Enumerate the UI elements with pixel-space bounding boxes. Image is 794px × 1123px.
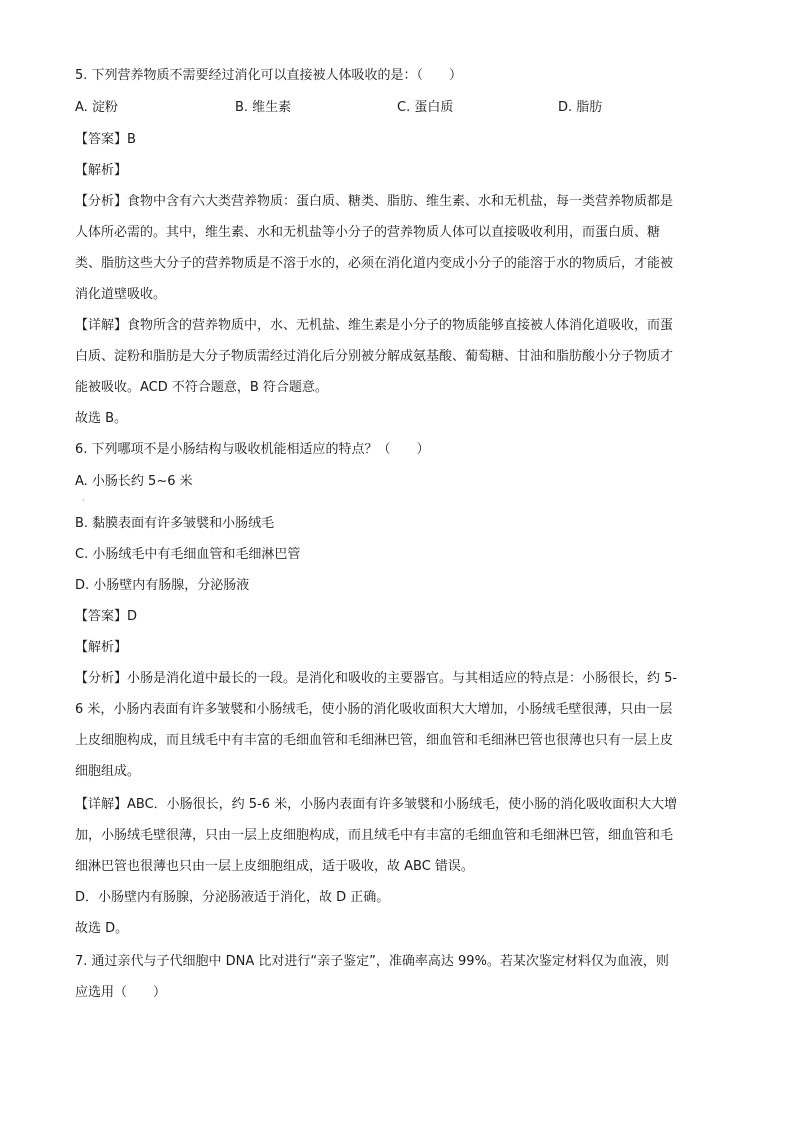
q7-stem-line-2: 应选用（ ） [75,985,167,1000]
q6-option-d: D. 小肠壁内有肠腺，分泌肠液 [75,578,250,593]
q6-fenxi-line-1: 【分析】小肠是消化道中最长的一段。是消化和吸收的主要器官。与其相适应的特点是：小肠很长，约 5- [75,671,678,686]
q6-xiangjie-line-4: D．小肠壁内有肠腺，分泌肠液适于消化，故 D 正确。 [75,890,390,905]
q5-stem: 5. 下列营养物质不需要经过消化可以直接被人体吸收的是：（ ） [75,68,463,83]
q5-xiangjie-line-2: 白质、淀粉和脂肪是大分子物质需经过消化后分别被分解成氨基酸、葡萄糖、甘油和脂肪酸小分子物质才 [75,349,674,364]
q6-conclusion: 故选 D。 [75,921,129,936]
q5-fenxi-line-1: 【分析】食物中含有六大类营养物质：蛋白质、糖类、脂肪、维生素、水和无机盐，每一类营养物质都是 [75,194,674,209]
q6-xiangjie-line-3: 细淋巴管也很薄也只由一层上皮细胞组成，适于吸收，故 ABC 错误。 [75,859,474,874]
q5-xiangjie-line-3: 能被吸收。ACD 不符合题意，B 符合题意。 [75,380,328,395]
q5-fenxi-line-4: 消化道壁吸收。 [75,287,167,302]
q6-analysis-title: 【解析】 [75,640,128,655]
q5-fenxi-line-3: 类、脂肪这些大分子的营养物质是不溶于水的，必须在消化道内变成小分子的能溶于水的物质后，才能被 [75,256,674,271]
q6-option-a: A. 小肠长约 5~6 米 [75,474,193,489]
q6-xiangjie-line-2: 加，小肠绒毛壁很薄，只由一层上皮细胞构成，而且绒毛中有丰富的毛细血管和毛细淋巴管，细血管和毛 [75,828,674,843]
q6-option-c: C. 小肠绒毛中有毛细血管和毛细淋巴管 [75,547,301,562]
q5-fenxi-line-2: 人体所必需的。其中，维生素、水和无机盐等小分子的营养物质人体可以直接吸收利用，而蛋白质、糖 [75,225,661,240]
q6-option-b: B. 黏膜表面有许多皱襞和小肠绒毛 [75,516,275,531]
q6-stem: 6. 下列哪项不是小肠结构与吸收机能相适应的特点？（ ） [75,442,430,457]
stray-dot-mark: · [82,496,85,505]
q5-conclusion: 故选 B。 [75,411,128,426]
q5-option-c: C. 蛋白质 [397,100,454,115]
q5-answer: 【答案】B [75,132,136,147]
q6-answer: 【答案】D [75,609,138,624]
q7-stem-line-1: 7. 通过亲代与子代细胞中 DNA 比对进行“亲子鉴定”，准确率高达 99%。若某次鉴定材料仅为血液，则 [75,954,669,969]
q5-option-a: A. 淀粉 [75,100,118,115]
q6-fenxi-line-2: 6 米，小肠内表面有许多皱襞和小肠绒毛，使小肠的消化吸收面积大大增加，小肠绒毛壁很薄，只由一层 [75,702,673,717]
q6-fenxi-line-4: 细胞组成。 [75,764,141,779]
q6-fenxi-line-3: 上皮细胞构成，而且绒毛中有丰富的毛细血管和毛细淋巴管，细血管和毛细淋巴管也很薄也只有一层上皮 [75,733,674,748]
q5-option-b: B. 维生素 [235,100,292,115]
q5-xiangjie-line-1: 【详解】食物所含的营养物质中，水、无机盐、维生素是小分子的物质能够直接被人体消化道吸收，而蛋 [75,318,674,333]
q6-xiangjie-line-1: 【详解】ABC．小肠很长，约 5-6 米，小肠内表面有许多皱襞和小肠绒毛，使小肠的消化吸收面积大大增 [75,797,678,812]
q5-analysis-title: 【解析】 [75,163,128,178]
q5-option-d: D. 脂肪 [558,100,603,115]
